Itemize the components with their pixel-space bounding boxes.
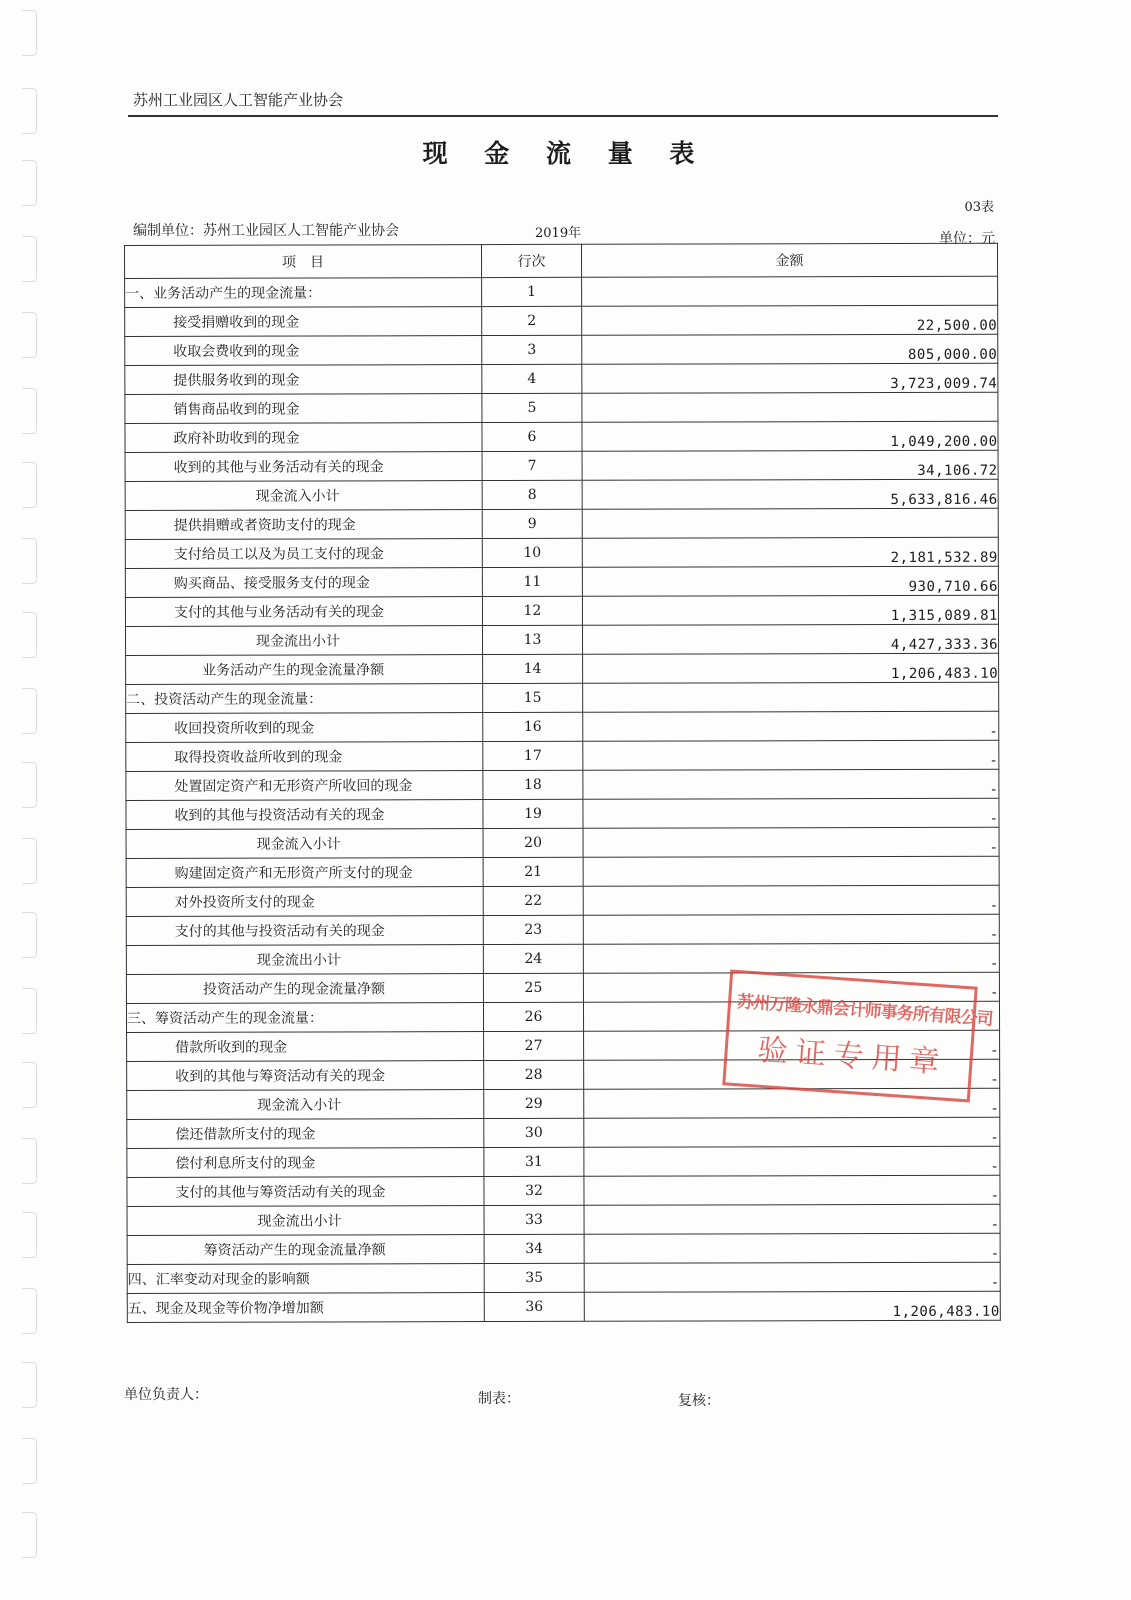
table-row — [126, 653, 999, 684]
table-row — [125, 479, 998, 510]
row-item-label: 三、筹资活动产生的现金流量： — [126, 1003, 483, 1033]
table-row — [125, 392, 998, 423]
row-amount: - — [583, 798, 999, 828]
row-item-label: 收到的其他与投资活动有关的现金 — [126, 800, 483, 830]
row-amount: - — [584, 1262, 1000, 1292]
row-amount: - — [584, 1233, 1000, 1263]
row-amount: - — [583, 914, 999, 944]
row-item-label: 购买商品、接受服务支付的现金 — [125, 568, 482, 598]
table-row — [126, 740, 999, 771]
table-row — [126, 798, 999, 829]
row-number: 24 — [483, 944, 583, 973]
row-item-label: 现金流入小计 — [125, 481, 482, 511]
row-amount: 805,000.00 — [582, 334, 998, 364]
table-row — [126, 914, 999, 945]
footer-reviewer: 复核： — [678, 1393, 720, 1409]
stamp-company-name: 苏州万隆永鼎会计师事务所有限公司 — [736, 992, 994, 1030]
verification-stamp — [722, 969, 994, 1102]
row-number: 3 — [482, 335, 582, 364]
row-item-label: 业务活动产生的现金流量净额 — [126, 655, 483, 685]
row-number: 12 — [482, 596, 582, 625]
row-number: 2 — [482, 306, 582, 335]
row-number: 1 — [482, 277, 582, 306]
row-number: 34 — [484, 1234, 584, 1263]
row-number: 7 — [482, 451, 582, 480]
row-item-label: 现金流入小计 — [127, 1090, 484, 1120]
prepared-by: 编制单位：苏州工业园区人工智能产业协会 — [133, 223, 399, 239]
row-item-label: 现金流入小计 — [126, 829, 483, 859]
table-row — [126, 856, 999, 887]
row-number: 31 — [484, 1147, 584, 1176]
binder-holes — [22, 0, 42, 1600]
row-item-label: 政府补助收到的现金 — [125, 423, 482, 453]
row-item-label: 支付给员工以及为员工支付的现金 — [125, 539, 482, 569]
table-row — [125, 363, 998, 394]
row-amount: 5,633,816.46 — [582, 479, 998, 509]
row-number: 23 — [483, 915, 583, 944]
table-row — [126, 682, 999, 713]
table-row — [127, 1204, 1000, 1235]
row-amount: - — [583, 711, 999, 741]
footer-preparer: 制表： — [478, 1391, 520, 1407]
form-number: 03表 — [964, 200, 994, 215]
row-item-label: 现金流出小计 — [126, 945, 483, 975]
table-row — [127, 1291, 1000, 1322]
row-amount — [582, 392, 998, 422]
row-amount: 930,710.66 — [582, 566, 998, 596]
table-row — [126, 943, 999, 974]
table-row — [127, 1117, 1000, 1148]
row-amount: - — [584, 1146, 1000, 1176]
row-number: 11 — [482, 567, 582, 596]
row-amount: 22,500.00 — [582, 305, 998, 335]
row-number: 36 — [484, 1292, 584, 1321]
row-number: 10 — [482, 538, 582, 567]
row-item-label: 偿还借款所支付的现金 — [127, 1119, 484, 1149]
row-amount: - — [583, 943, 999, 973]
row-item-label: 收回投资所收到的现金 — [126, 713, 483, 743]
column-header-amount: 金额 — [581, 243, 997, 277]
row-number: 33 — [484, 1205, 584, 1234]
row-item-label: 购建固定资产和无形资产所支付的现金 — [126, 858, 483, 888]
row-number: 27 — [484, 1031, 584, 1060]
table-row — [125, 421, 998, 452]
table-row — [127, 1233, 1000, 1264]
table-row — [125, 624, 998, 655]
row-item-label: 收取会费收到的现金 — [125, 336, 482, 366]
row-amount: 34,106.72 — [582, 450, 998, 480]
row-number: 17 — [483, 741, 583, 770]
row-number: 26 — [483, 1002, 583, 1031]
row-amount: - — [583, 972, 999, 1002]
row-item-label: 现金流出小计 — [125, 626, 482, 656]
table-row — [125, 566, 998, 597]
row-number: 5 — [482, 393, 582, 422]
row-item-label: 投资活动产生的现金流量净额 — [126, 974, 483, 1004]
table-row — [125, 537, 998, 568]
column-header-row: 行次 — [482, 244, 582, 277]
table-row — [126, 827, 999, 858]
row-amount: - — [584, 1204, 1000, 1234]
row-item-label: 五、现金及现金等价物净增加额 — [127, 1293, 484, 1323]
row-item-label: 一、业务活动产生的现金流量： — [125, 278, 482, 308]
row-item-label: 收到的其他与业务活动有关的现金 — [125, 452, 482, 482]
table-row — [126, 885, 999, 916]
row-item-label: 二、投资活动产生的现金流量： — [126, 684, 483, 714]
row-amount: - — [584, 1059, 1000, 1089]
row-amount: - — [583, 769, 999, 799]
table-row — [125, 334, 998, 365]
report-period: 2019年 — [535, 226, 582, 241]
row-amount: 1,206,483.10 — [583, 653, 999, 683]
row-amount: 1,206,483.10 — [584, 1291, 1000, 1321]
row-item-label: 偿付利息所支付的现金 — [127, 1148, 484, 1178]
row-number: 4 — [482, 364, 582, 393]
row-number: 25 — [483, 973, 583, 1002]
row-amount: - — [583, 827, 999, 857]
row-item-label: 提供服务收到的现金 — [125, 365, 482, 395]
row-amount: 1,315,089.81 — [582, 595, 998, 625]
row-number: 32 — [484, 1176, 584, 1205]
row-amount — [583, 856, 999, 886]
row-amount: 3,723,009.74 — [582, 363, 998, 393]
row-amount: 4,427,333.36 — [582, 624, 998, 654]
cash-flow-table — [124, 243, 1001, 1323]
table-row — [125, 276, 998, 307]
row-number: 16 — [483, 712, 583, 741]
row-item-label: 收到的其他与筹资活动有关的现金 — [127, 1061, 484, 1091]
row-item-label: 支付的其他与筹资活动有关的现金 — [127, 1177, 484, 1207]
row-amount: - — [584, 1030, 1000, 1060]
row-number: 6 — [482, 422, 582, 451]
row-number: 30 — [484, 1118, 584, 1147]
row-item-label: 借款所收到的现金 — [127, 1032, 484, 1062]
organization-header: 苏州工业园区人工智能产业协会 — [133, 91, 344, 109]
row-item-label: 接受捐赠收到的现金 — [125, 307, 482, 337]
table-row — [127, 1146, 1000, 1177]
column-header-item: 项 目 — [125, 245, 482, 279]
table-row — [127, 1175, 1000, 1206]
currency-unit: 单位：元 — [939, 231, 995, 247]
row-amount — [582, 276, 998, 306]
row-amount — [583, 682, 999, 712]
row-amount: 1,049,200.00 — [582, 421, 998, 451]
row-item-label: 支付的其他与投资活动有关的现金 — [126, 916, 483, 946]
row-number: 9 — [482, 509, 582, 538]
row-amount: - — [584, 1088, 1000, 1118]
row-item-label: 对外投资所支付的现金 — [126, 887, 483, 917]
row-number: 8 — [482, 480, 582, 509]
row-number: 28 — [484, 1060, 584, 1089]
row-item-label: 支付的其他与业务活动有关的现金 — [125, 597, 482, 627]
row-amount: - — [583, 740, 999, 770]
row-item-label: 提供捐赠或者资助支付的现金 — [125, 510, 482, 540]
row-amount — [582, 508, 998, 538]
table-row — [125, 450, 998, 481]
row-item-label: 筹资活动产生的现金流量净额 — [127, 1235, 484, 1265]
row-number: 19 — [483, 799, 583, 828]
table-row — [126, 711, 999, 742]
row-amount: - — [584, 1117, 1000, 1147]
row-number: 15 — [483, 683, 583, 712]
table-row — [125, 305, 998, 336]
row-item-label: 销售商品收到的现金 — [125, 394, 482, 424]
row-item-label: 四、汇率变动对现金的影响额 — [127, 1264, 484, 1294]
table-row — [125, 595, 998, 626]
table-row — [126, 769, 999, 800]
row-number: 13 — [482, 625, 582, 654]
row-number: 20 — [483, 828, 583, 857]
row-amount: - — [583, 885, 999, 915]
row-item-label: 现金流出小计 — [127, 1206, 484, 1236]
row-item-label: 处置固定资产和无形资产所收回的现金 — [126, 771, 483, 801]
row-amount: 2,181,532.89 — [582, 537, 998, 567]
footer-responsible: 单位负责人： — [124, 1387, 208, 1403]
row-number: 21 — [483, 857, 583, 886]
table-header-row — [125, 243, 998, 278]
table-row — [125, 508, 998, 539]
stamp-purpose: 验证专用章 — [756, 1032, 949, 1081]
header-rule — [128, 115, 998, 117]
table-row — [127, 1262, 1000, 1293]
row-item-label: 取得投资收益所收到的现金 — [126, 742, 483, 772]
row-number: 35 — [484, 1263, 584, 1292]
row-number: 22 — [483, 886, 583, 915]
row-number: 29 — [484, 1089, 584, 1118]
document-title: 现 金 流 量 表 — [422, 139, 709, 168]
row-number: 14 — [483, 654, 583, 683]
row-number: 18 — [483, 770, 583, 799]
row-amount: - — [584, 1175, 1000, 1205]
